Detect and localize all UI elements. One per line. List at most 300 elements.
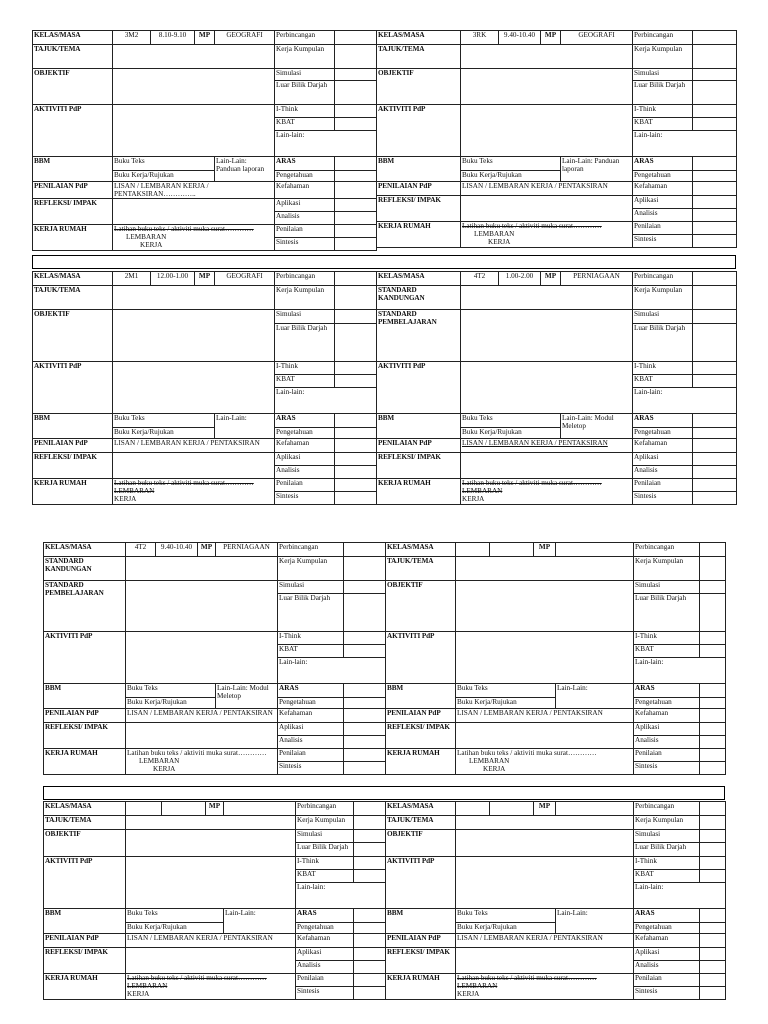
checkbox-kefahaman[interactable] (700, 934, 726, 948)
option-kerja-kumpulan: Kerja Kumpulan (275, 286, 335, 310)
aras-checkbox[interactable] (693, 414, 737, 428)
option-lain-lain[interactable]: Lain-lain: (275, 388, 377, 414)
option-kefahaman: Kefahaman (296, 934, 354, 948)
aktiviti-field[interactable] (126, 632, 278, 684)
section-divider (32, 255, 736, 269)
checkbox-kbat[interactable] (335, 375, 377, 388)
kerja-rumah-line1: Latihan buku teks / aktiviti muka surat………… (127, 974, 267, 982)
option-luar-bilik-darjah: Luar Bilik Darjah (634, 843, 700, 857)
objektif-label: OBJEKTIF (386, 830, 456, 857)
objektif-field[interactable] (456, 581, 634, 632)
masa-value[interactable] (490, 802, 534, 816)
checkbox-penilaian[interactable] (354, 974, 386, 987)
checkbox-kefahaman[interactable] (354, 934, 386, 948)
checkbox-simulasi[interactable] (344, 581, 386, 594)
objektif-field[interactable] (126, 830, 296, 857)
standard-kandungan-label: STANDARD KANDUNGAN (44, 557, 126, 581)
aras-label: ARAS (296, 909, 354, 923)
checkbox-analisis[interactable] (344, 736, 386, 749)
option-sintesis: Sintesis (633, 492, 693, 505)
subject-value[interactable] (556, 802, 634, 816)
option-aplikasi: Aplikasi (633, 196, 693, 209)
refleksi-field[interactable] (461, 196, 633, 222)
option-pengetahuan: Pengetahuan (278, 698, 344, 709)
standard-kandungan-field[interactable] (126, 557, 278, 581)
checkbox-sintesis[interactable] (693, 492, 737, 505)
kelas-masa-label: KELAS/MASA (33, 31, 113, 45)
checkbox-kerja-kumpulan[interactable] (354, 816, 386, 830)
checkbox-ithink[interactable] (693, 105, 737, 118)
option-kbat: KBAT (633, 118, 693, 131)
tajuk-tema-label: TAJUK/TEMA (33, 45, 113, 69)
kelas-masa-label: KELAS/MASA (377, 31, 461, 45)
option-aplikasi: Aplikasi (278, 723, 344, 736)
checkbox-kefahaman[interactable] (700, 709, 726, 723)
option-aplikasi: Aplikasi (296, 948, 354, 961)
kerja-rumah-line3: KERJA (140, 241, 163, 249)
option-lain-lain[interactable]: Lain-lain: (278, 658, 386, 684)
option-penilaian: Penilaian (633, 222, 693, 235)
checkbox-luar-bilik-darjah[interactable] (693, 324, 737, 362)
tajuk-tema-field[interactable] (461, 45, 633, 69)
checkbox-simulasi[interactable] (354, 830, 386, 843)
checkbox-ithink[interactable] (700, 632, 726, 645)
checkbox-pengetahuan[interactable] (344, 698, 386, 709)
objektif-field[interactable] (456, 830, 634, 857)
kelas-value[interactable] (456, 802, 490, 816)
bbm-buku-teks[interactable]: Buku Teks (126, 909, 224, 923)
bbm-buku-kerja[interactable]: Buku Kerja/Rujukan (126, 698, 216, 709)
tajuk-tema-field[interactable] (456, 816, 634, 830)
bbm-buku-kerja[interactable]: Buku Kerja/Rujukan (461, 171, 561, 182)
option-aplikasi: Aplikasi (634, 723, 700, 736)
subject-value[interactable]: GEOGRAFI (215, 31, 275, 45)
option-luar-bilik-darjah: Luar Bilik Darjah (633, 81, 693, 105)
masa-value[interactable]: 9.40-10.40 (156, 543, 198, 557)
subject-value[interactable] (556, 543, 634, 557)
checkbox-kerja-kumpulan[interactable] (335, 286, 377, 310)
option-lain-lain[interactable]: Lain-lain: (633, 131, 737, 157)
checkbox-luar-bilik-darjah[interactable] (700, 594, 726, 632)
bbm-label: BBM (377, 157, 461, 182)
mp-label: MP (541, 31, 561, 45)
refleksi-field[interactable] (113, 199, 275, 225)
aktiviti-field[interactable] (113, 105, 275, 157)
checkbox-penilaian[interactable] (693, 222, 737, 235)
bbm-buku-kerja[interactable]: Buku Kerja/Rujukan (113, 171, 215, 182)
aras-checkbox[interactable] (354, 909, 386, 923)
checkbox-kerja-kumpulan[interactable] (344, 557, 386, 581)
penilaian-field[interactable]: LISAN / LEMBARAN KERJA / PENTAKSIRAN (456, 934, 634, 948)
refleksi-field[interactable] (461, 453, 633, 479)
mp-label: MP (534, 802, 556, 816)
tajuk-tema-field[interactable] (456, 557, 634, 581)
option-sintesis: Sintesis (634, 762, 700, 775)
refleksi-field[interactable] (126, 948, 296, 974)
checkbox-kefahaman[interactable] (693, 182, 737, 196)
refleksi-field[interactable] (126, 723, 278, 749)
checkbox-perbincangan[interactable] (335, 31, 377, 45)
bbm-buku-teks[interactable]: Buku Teks (456, 909, 556, 923)
option-kefahaman: Kefahaman (634, 709, 700, 723)
bbm-buku-kerja[interactable]: Buku Kerja/Rujukan (113, 428, 215, 439)
objektif-field[interactable] (113, 69, 275, 105)
option-luar-bilik-darjah: Luar Bilik Darjah (278, 594, 344, 632)
checkbox-kerja-kumpulan[interactable] (335, 45, 377, 69)
penilaian-field[interactable]: LISAN / LEMBARAN KERJA / PENTAKSIRAN (461, 182, 633, 196)
penilaian-field[interactable]: LISAN / LEMBARAN KERJA / PENTAKSIRAN (456, 709, 634, 723)
aktiviti-label: AKTIVITI PdP (33, 362, 113, 414)
refleksi-field[interactable] (113, 453, 275, 479)
kerja-rumah-field[interactable] (456, 974, 634, 1000)
checkbox-kbat[interactable] (693, 375, 737, 388)
aktiviti-field[interactable] (456, 857, 634, 909)
option-simulasi: Simulasi (634, 581, 700, 594)
objektif-label: OBJEKTIF (33, 69, 113, 105)
penilaian-label: PENILAIAN PdP (377, 439, 461, 453)
lesson-plan-4t2-b (43, 542, 385, 775)
penilaian-field[interactable]: LISAN / LEMBARAN KERJA / PENTAKSIRAN (113, 439, 275, 453)
option-analisis: Analisis (275, 212, 335, 225)
bbm-label: BBM (386, 909, 456, 934)
option-kbat: KBAT (275, 118, 335, 131)
checkbox-analisis[interactable] (700, 736, 726, 749)
objektif-label: OBJEKTIF (44, 830, 126, 857)
option-kbat: KBAT (633, 375, 693, 388)
checkbox-aplikasi[interactable] (335, 199, 377, 212)
checkbox-analisis[interactable] (693, 466, 737, 479)
masa-value[interactable]: 12.00-1.00 (151, 272, 195, 286)
kerja-rumah-field[interactable] (461, 222, 633, 248)
bbm-buku-teks[interactable]: Buku Teks (461, 414, 561, 428)
kerja-rumah-line3: KERJA (114, 495, 137, 503)
kelas-value[interactable] (456, 543, 490, 557)
checkbox-kerja-kumpulan[interactable] (693, 286, 737, 310)
kelas-value[interactable]: 3RK (461, 31, 499, 45)
checkbox-kbat[interactable] (700, 870, 726, 883)
checkbox-simulasi[interactable] (335, 310, 377, 324)
checkbox-kerja-kumpulan[interactable] (700, 816, 726, 830)
checkbox-simulasi[interactable] (693, 69, 737, 81)
kerja-rumah-label: KERJA RUMAH (33, 225, 113, 251)
penilaian-field[interactable]: LISAN / LEMBARAN KERJA / PENTAKSIRAN (461, 439, 633, 453)
kelas-masa-label: KELAS/MASA (44, 543, 126, 557)
checkbox-perbincangan[interactable] (693, 31, 737, 45)
checkbox-kerja-kumpulan[interactable] (693, 45, 737, 69)
checkbox-aplikasi[interactable] (700, 723, 726, 736)
penilaian-label: PENILAIAN PdP (386, 709, 456, 723)
standard-pembelajaran-label: STANDARD PEMBELAJARAN (44, 581, 126, 632)
kerja-rumah-field[interactable] (126, 749, 278, 775)
bbm-buku-teks[interactable]: Buku Teks (126, 684, 216, 698)
kerja-rumah-line2: LEMBARAN (457, 982, 498, 990)
option-kbat: KBAT (296, 870, 354, 883)
bbm-buku-teks[interactable]: Buku Teks (456, 684, 556, 698)
option-ithink: I-Think (278, 632, 344, 645)
checkbox-simulasi[interactable] (693, 310, 737, 324)
aras-checkbox[interactable] (700, 909, 726, 923)
checkbox-ithink[interactable] (700, 857, 726, 870)
option-lain-lain[interactable]: Lain-lain: (634, 658, 726, 684)
kerja-rumah-label: KERJA RUMAH (33, 479, 113, 505)
option-penilaian: Penilaian (275, 225, 335, 238)
standard-pembelajaran-field[interactable] (126, 581, 278, 632)
checkbox-pengetahuan[interactable] (354, 923, 386, 934)
kerja-rumah-field[interactable] (456, 749, 634, 775)
bbm-lain-lain[interactable]: Lain-Lain: Modul Meletop (561, 414, 633, 439)
checkbox-luar-bilik-darjah[interactable] (700, 843, 726, 857)
masa-value[interactable]: 9.40-10.40 (499, 31, 541, 45)
penilaian-label: PENILAIAN PdP (33, 182, 113, 199)
bbm-buku-teks[interactable]: Buku Teks (113, 157, 215, 171)
option-analisis: Analisis (296, 961, 354, 974)
aktiviti-field[interactable] (126, 857, 296, 909)
option-analisis: Analisis (275, 466, 335, 479)
refleksi-label: REFLEKSI/ IMPAK (377, 453, 461, 479)
checkbox-kbat[interactable] (693, 118, 737, 131)
checkbox-analisis[interactable] (335, 466, 377, 479)
bbm-buku-kerja[interactable]: Buku Kerja/Rujukan (461, 428, 561, 439)
objektif-field[interactable] (461, 69, 633, 105)
penilaian-label: PENILAIAN PdP (377, 182, 461, 196)
subject-value[interactable]: PERNIAGAAN (561, 272, 633, 286)
bbm-lain-lain[interactable]: Lain-Lain: (215, 414, 275, 439)
checkbox-penilaian[interactable] (700, 974, 726, 987)
mp-label: MP (198, 543, 216, 557)
refleksi-field[interactable] (456, 723, 634, 749)
bbm-lain-lain[interactable]: Lain-Lain: Panduan laporan (215, 157, 275, 182)
option-lain-lain[interactable]: Lain-lain: (633, 388, 737, 414)
option-perbincangan: Perbincangan (633, 31, 693, 45)
checkbox-luar-bilik-darjah[interactable] (354, 843, 386, 857)
kerja-rumah-field[interactable] (113, 479, 275, 505)
aras-label: ARAS (634, 684, 700, 698)
option-luar-bilik-darjah: Luar Bilik Darjah (275, 324, 335, 362)
option-lain-lain[interactable]: Lain-lain: (296, 883, 386, 909)
bbm-lain-lain[interactable]: Lain-Lain: Modul Meletop (216, 684, 278, 709)
bbm-lain-lain[interactable]: Lain-Lain: (224, 909, 296, 934)
bbm-lain-lain[interactable]: Lain-Lain: Panduan laporan (561, 157, 633, 182)
checkbox-simulasi[interactable] (335, 69, 377, 81)
lesson-plan-4t2 (376, 271, 736, 505)
subject-value[interactable]: PERNIAGAAN (216, 543, 278, 557)
masa-value[interactable]: 8.10-9.10 (151, 31, 195, 45)
kelas-value[interactable]: 2M1 (113, 272, 151, 286)
checkbox-perbincangan[interactable] (344, 543, 386, 557)
penilaian-field[interactable]: LISAN / LEMBARAN KERJA / PENTAKSIRAN (126, 709, 278, 723)
checkbox-simulasi[interactable] (700, 581, 726, 594)
subject-value[interactable]: GEOGRAFI (215, 272, 275, 286)
checkbox-kefahaman[interactable] (335, 439, 377, 453)
option-kefahaman: Kefahaman (278, 709, 344, 723)
checkbox-sintesis[interactable] (344, 762, 386, 775)
refleksi-label: REFLEKSI/ IMPAK (386, 948, 456, 974)
bbm-lain-lain[interactable]: Lain-Lain: (556, 909, 634, 934)
aras-checkbox[interactable] (700, 684, 726, 698)
checkbox-kbat[interactable] (700, 645, 726, 658)
objektif-field[interactable] (113, 310, 275, 362)
standard-pembelajaran-field[interactable] (461, 310, 633, 362)
tajuk-tema-label: TAJUK/TEMA (386, 557, 456, 581)
subject-value[interactable]: GEOGRAFI (561, 31, 633, 45)
masa-value[interactable] (162, 802, 206, 816)
checkbox-kbat[interactable] (335, 118, 377, 131)
checkbox-analisis[interactable] (335, 212, 377, 225)
checkbox-analisis[interactable] (693, 209, 737, 222)
option-penilaian: Penilaian (634, 749, 700, 762)
checkbox-kefahaman[interactable] (693, 439, 737, 453)
bbm-label: BBM (386, 684, 456, 709)
bbm-buku-teks[interactable]: Buku Teks (113, 414, 215, 428)
checkbox-analisis[interactable] (354, 961, 386, 974)
checkbox-simulasi[interactable] (700, 830, 726, 843)
checkbox-aplikasi[interactable] (335, 453, 377, 466)
checkbox-ithink[interactable] (335, 362, 377, 375)
kerja-rumah-line1: Latihan buku teks / aktiviti muka surat………… (462, 222, 602, 230)
checkbox-sintesis[interactable] (335, 492, 377, 505)
checkbox-kbat[interactable] (344, 645, 386, 658)
checkbox-sintesis[interactable] (700, 987, 726, 1000)
aras-checkbox[interactable] (693, 157, 737, 171)
aktiviti-field[interactable] (461, 105, 633, 157)
subject-value[interactable] (224, 802, 296, 816)
kerja-rumah-label: KERJA RUMAH (377, 479, 461, 505)
kelas-masa-label: KELAS/MASA (386, 802, 456, 816)
checkbox-sintesis[interactable] (700, 762, 726, 775)
option-kerja-kumpulan: Kerja Kumpulan (633, 45, 693, 69)
refleksi-label: REFLEKSI/ IMPAK (33, 199, 113, 225)
aras-checkbox[interactable] (335, 414, 377, 428)
option-aplikasi: Aplikasi (633, 453, 693, 466)
option-simulasi: Simulasi (633, 310, 693, 324)
checkbox-luar-bilik-darjah[interactable] (335, 324, 377, 362)
checkbox-penilaian[interactable] (335, 225, 377, 238)
checkbox-pengetahuan[interactable] (335, 171, 377, 182)
kelas-value[interactable]: 3M2 (113, 31, 151, 45)
kerja-rumah-field[interactable] (461, 479, 633, 505)
checkbox-kefahaman[interactable] (344, 709, 386, 723)
aras-checkbox[interactable] (344, 684, 386, 698)
masa-value[interactable] (490, 543, 534, 557)
checkbox-aplikasi[interactable] (354, 948, 386, 961)
kerja-rumah-field[interactable] (126, 974, 296, 1000)
option-kbat: KBAT (634, 645, 700, 658)
option-lain-lain[interactable]: Lain-lain: (634, 883, 726, 909)
checkbox-ithink[interactable] (344, 632, 386, 645)
aktiviti-label: AKTIVITI PdP (386, 632, 456, 684)
checkbox-kbat[interactable] (354, 870, 386, 883)
kerja-rumah-field[interactable] (113, 225, 275, 251)
checkbox-sintesis[interactable] (335, 238, 377, 251)
checkbox-penilaian[interactable] (335, 479, 377, 492)
checkbox-luar-bilik-darjah[interactable] (693, 81, 737, 105)
checkbox-ithink[interactable] (693, 362, 737, 375)
aktiviti-label: AKTIVITI PdP (44, 632, 126, 684)
penilaian-field[interactable]: LISAN / LEMBARAN KERJA / PENTAKSIRAN (126, 934, 296, 948)
checkbox-analisis[interactable] (700, 961, 726, 974)
kelas-value[interactable]: 4T2 (126, 543, 156, 557)
option-ithink: I-Think (275, 105, 335, 118)
refleksi-label: REFLEKSI/ IMPAK (44, 723, 126, 749)
tajuk-tema-label: TAJUK/TEMA (377, 45, 461, 69)
kelas-value[interactable]: 4T2 (461, 272, 499, 286)
checkbox-aplikasi[interactable] (693, 196, 737, 209)
kelas-masa-label: KELAS/MASA (44, 802, 126, 816)
checkbox-pengetahuan[interactable] (700, 923, 726, 934)
checkbox-perbincangan[interactable] (700, 802, 726, 816)
tajuk-tema-field[interactable] (113, 45, 275, 69)
mp-label: MP (206, 802, 224, 816)
checkbox-penilaian[interactable] (700, 749, 726, 762)
bbm-buku-kerja[interactable]: Buku Kerja/Rujukan (126, 923, 224, 934)
checkbox-pengetahuan[interactable] (693, 171, 737, 182)
kelas-value[interactable] (126, 802, 162, 816)
option-perbincangan: Perbincangan (275, 272, 335, 286)
option-sintesis: Sintesis (275, 238, 335, 251)
checkbox-penilaian[interactable] (344, 749, 386, 762)
penilaian-field[interactable]: LISAN / LEMBARAN KERJA / PENTAKSIRAN………….. (113, 182, 275, 199)
tajuk-tema-field[interactable] (126, 816, 296, 830)
checkbox-pengetahuan[interactable] (700, 698, 726, 709)
lesson-plan-3m2 (32, 30, 376, 251)
bbm-buku-kerja[interactable]: Buku Kerja/Rujukan (456, 698, 556, 709)
tajuk-tema-label: TAJUK/TEMA (386, 816, 456, 830)
aktiviti-field[interactable] (456, 632, 634, 684)
checkbox-perbincangan[interactable] (335, 272, 377, 286)
checkbox-perbincangan[interactable] (693, 272, 737, 286)
checkbox-aplikasi[interactable] (700, 948, 726, 961)
aras-checkbox[interactable] (335, 157, 377, 171)
mp-label: MP (195, 31, 215, 45)
checkbox-ithink[interactable] (335, 105, 377, 118)
aras-label: ARAS (633, 157, 693, 171)
option-sintesis: Sintesis (633, 235, 693, 248)
checkbox-perbincangan[interactable] (354, 802, 386, 816)
checkbox-perbincangan[interactable] (700, 543, 726, 557)
option-luar-bilik-darjah: Luar Bilik Darjah (296, 843, 354, 857)
checkbox-ithink[interactable] (354, 857, 386, 870)
checkbox-sintesis[interactable] (693, 235, 737, 248)
bbm-buku-teks[interactable]: Buku Teks (461, 157, 561, 171)
aktiviti-field[interactable] (461, 362, 633, 414)
bbm-buku-kerja[interactable]: Buku Kerja/Rujukan (456, 923, 556, 934)
standard-kandungan-field[interactable] (461, 286, 633, 310)
checkbox-kefahaman[interactable] (335, 182, 377, 199)
checkbox-aplikasi[interactable] (693, 453, 737, 466)
checkbox-luar-bilik-darjah[interactable] (344, 594, 386, 632)
bbm-label: BBM (44, 684, 126, 709)
refleksi-label: REFLEKSI/ IMPAK (377, 196, 461, 222)
option-kefahaman: Kefahaman (633, 182, 693, 196)
checkbox-pengetahuan[interactable] (335, 428, 377, 439)
checkbox-aplikasi[interactable] (344, 723, 386, 736)
aktiviti-field[interactable] (113, 362, 275, 414)
lesson-plan-2m1 (32, 271, 376, 505)
masa-value[interactable]: 1.00-2.00 (499, 272, 541, 286)
option-aplikasi: Aplikasi (275, 199, 335, 212)
checkbox-kerja-kumpulan[interactable] (700, 557, 726, 581)
checkbox-luar-bilik-darjah[interactable] (335, 81, 377, 105)
tajuk-tema-field[interactable] (113, 286, 275, 310)
checkbox-sintesis[interactable] (354, 987, 386, 1000)
bbm-lain-lain[interactable]: Lain-Lain: (556, 684, 634, 709)
checkbox-pengetahuan[interactable] (693, 428, 737, 439)
checkbox-penilaian[interactable] (693, 479, 737, 492)
kerja-rumah-label: KERJA RUMAH (44, 749, 126, 775)
option-lain-lain[interactable]: Lain-lain: (275, 131, 377, 157)
refleksi-field[interactable] (456, 948, 634, 974)
aras-label: ARAS (634, 909, 700, 923)
